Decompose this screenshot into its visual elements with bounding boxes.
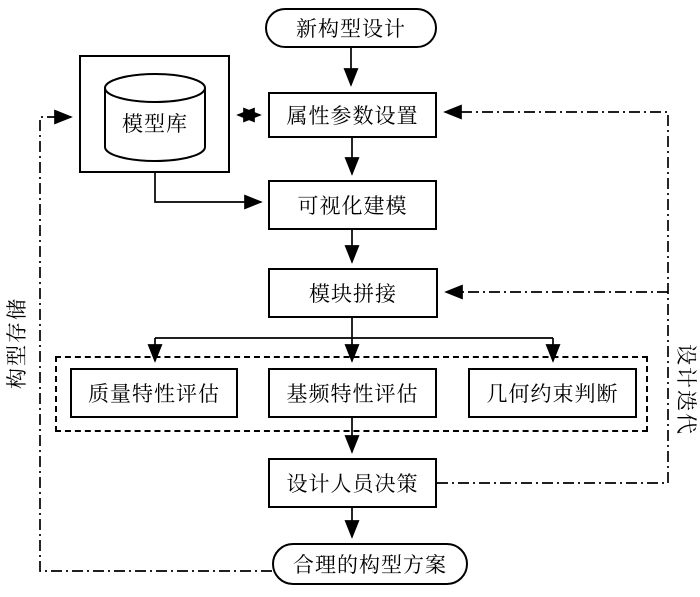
attribute-settings-label: 属性参数设置 [286, 104, 419, 128]
end-node-label: 合理的构型方案 [293, 553, 447, 577]
model-library-label: 模型库 [122, 112, 188, 136]
visual-modeling-node [268, 180, 437, 230]
attribute-settings-node [268, 92, 437, 138]
mass-evaluation-label: 质量特性评估 [88, 382, 220, 406]
geometry-constraint-node [468, 368, 637, 418]
frequency-evaluation-node [268, 368, 437, 418]
storage-loop-line [40, 117, 272, 571]
module-splicing-label: 模块拼接 [309, 282, 397, 306]
storage-loop-label [3, 278, 29, 408]
visual-modeling-label: 可视化建模 [297, 194, 408, 218]
geometry-constraint-label: 几何约束判断 [486, 382, 619, 406]
iteration-loop-text: 设计迭代 [674, 344, 698, 436]
frequency-evaluation-label: 基频特性评估 [286, 382, 419, 406]
mass-evaluation-node [70, 368, 238, 418]
module-splicing-node [268, 268, 438, 318]
designer-decision-node [268, 458, 437, 508]
start-node-label: 新构型设计 [296, 17, 406, 41]
storage-loop-text: 构型存储 [5, 297, 29, 389]
model-library-label-wrap [105, 108, 205, 138]
end-node [272, 543, 468, 585]
start-node [265, 8, 437, 48]
iteration-loop-label [674, 325, 700, 455]
designer-decision-label: 设计人员决策 [286, 472, 419, 496]
